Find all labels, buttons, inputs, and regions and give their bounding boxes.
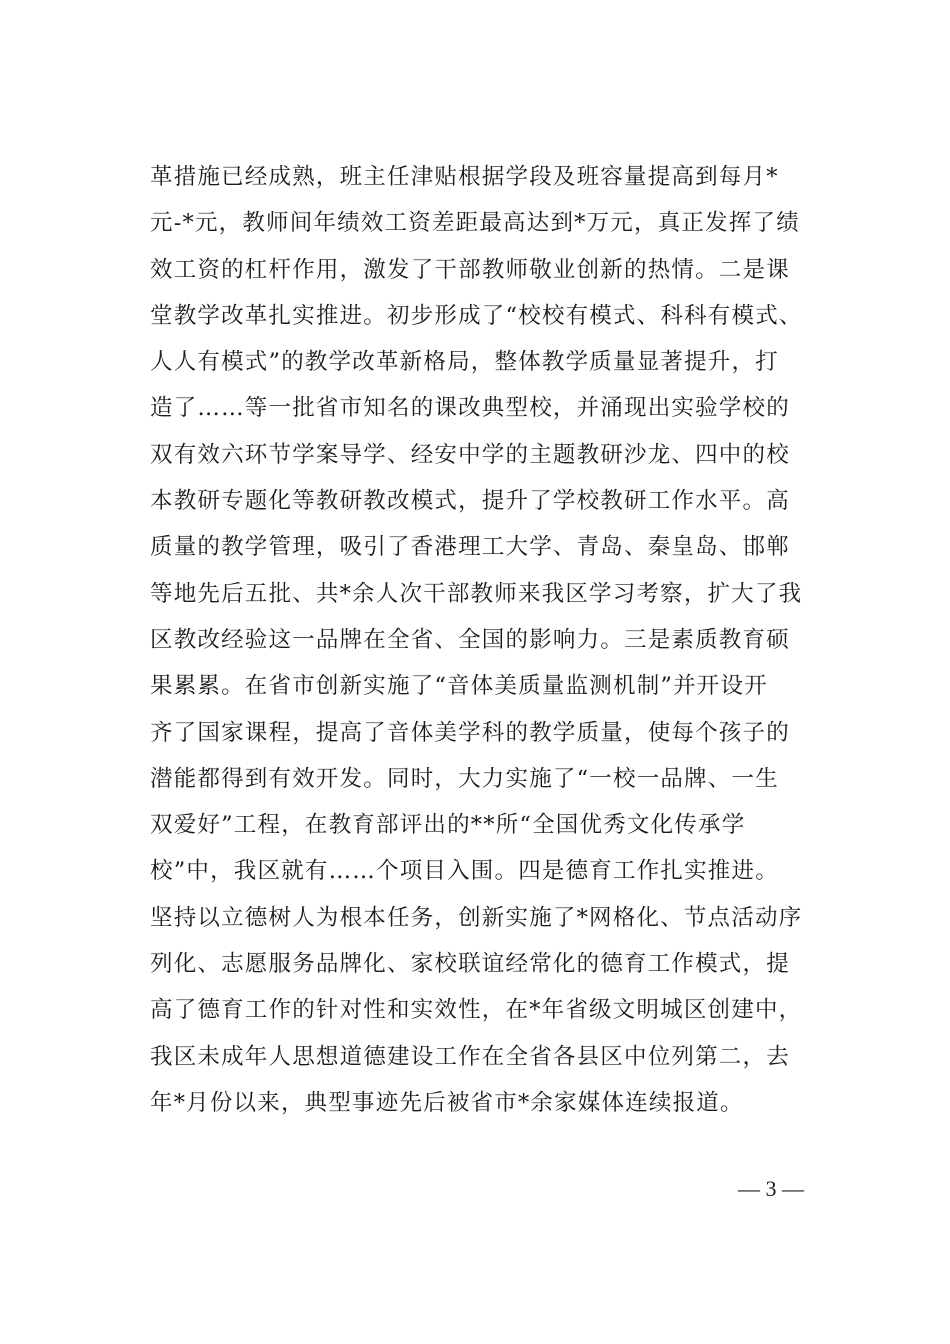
text-line: 高了德育工作的针对性和实效性，在*年省级文明城区创建中， — [150, 997, 803, 1024]
page-number: — 3 — — [738, 1176, 804, 1201]
text-line: 坚持以立德树人为根本任务，创新实施了*网格化、节点活动序 — [150, 904, 803, 931]
text-line: 潜能都得到有效开发。同时，大力实施了“一校一品牌、一生 — [150, 765, 779, 792]
text-line: 堂教学改革扎实推进。初步形成了“校校有模式、科科有模式、 — [150, 302, 803, 329]
text-line: 果累累。在省市创新实施了“音体美质量监测机制”并开设开 — [150, 673, 768, 700]
text-line: 列化、志愿服务品牌化、家校联谊经常化的德育工作模式，提 — [150, 951, 790, 978]
text-line: 造了……等一批省市知名的课改典型校，并涌现出实验学校的 — [150, 395, 790, 422]
text-line: 质量的教学管理，吸引了香港理工大学、青岛、秦皇岛、邯郸 — [150, 534, 790, 561]
text-line: 人人有模式”的教学改革新格局，整体教学质量显著提升，打 — [150, 349, 779, 376]
text-line: 双爱好”工程，在教育部评出的**所“全国优秀文化传承学 — [150, 812, 746, 839]
text-line: 双有效六环节学案导学、经安中学的主题教研沙龙、四中的校 — [150, 441, 790, 468]
text-line: 本教研专题化等教研教改模式，提升了学校教研工作水平。高 — [150, 488, 790, 515]
text-line: 效工资的杠杆作用，激发了干部教师敬业创新的热情。二是课 — [150, 256, 790, 283]
text-line: 年*月份以来，典型事迹先后被省市*余家媒体连续报道。 — [150, 1089, 744, 1116]
text-line: 校”中，我区就有……个项目入围。四是德育工作扎实推进。 — [150, 858, 779, 885]
text-line: 区教改经验这一品牌在全省、全国的影响力。三是素质教育硕 — [150, 626, 790, 653]
body-text — [150, 154, 860, 1126]
text-line: 元-*元，教师间年绩效工资差距最高达到*万元，真正发挥了绩 — [150, 210, 800, 237]
text-line: 革措施已经成熟，班主任津贴根据学段及班容量提高到每月* — [150, 164, 779, 190]
text-line: 等地先后五批、共*余人次干部教师来我区学习考察，扩大了我 — [150, 580, 803, 607]
text-line: 齐了国家课程，提高了音体美学科的教学质量，使每个孩子的 — [150, 719, 790, 746]
text-line: 我区未成年人思想道德建设工作在全省各县区中位列第二，去 — [150, 1043, 790, 1070]
